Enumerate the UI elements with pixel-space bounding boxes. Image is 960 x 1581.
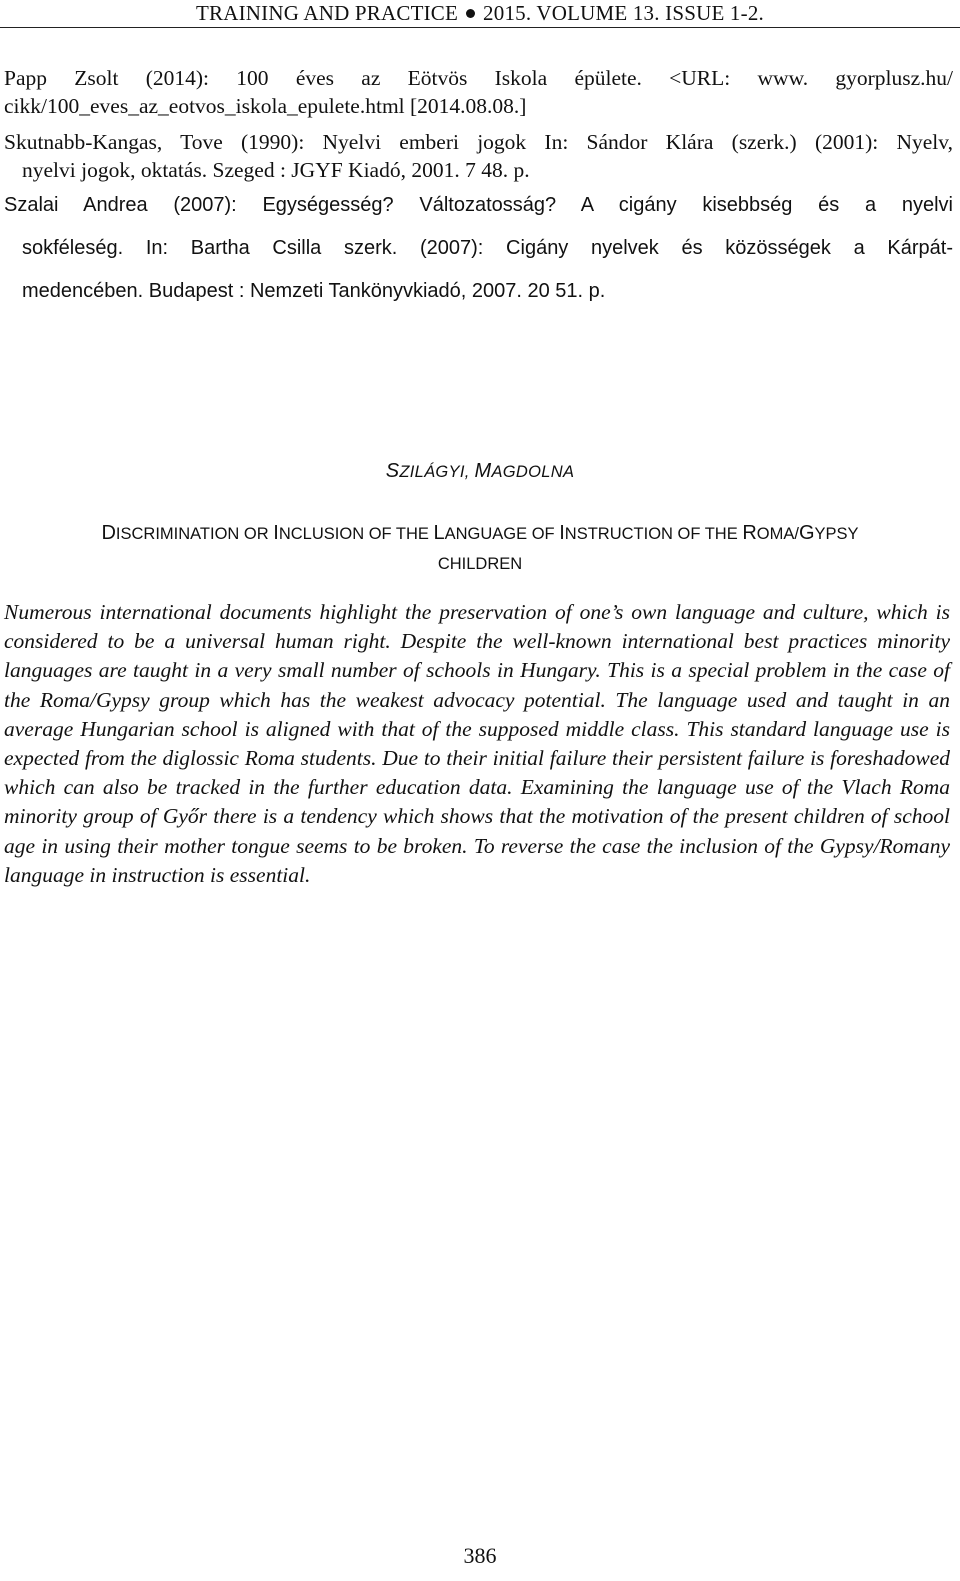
issue-info: 2015. VOLUME 13. ISSUE 1-2. [483, 1, 764, 25]
title-rest: OMA/ [756, 525, 799, 543]
reference-line: Szalai Andrea (2007): Egységesség? Változatosság? A cigány kisebbség és a nyelvi [4, 194, 953, 216]
running-head [0, 0, 960, 28]
reference-line: Skutnabb-Kangas, Tove (1990): Nyelvi emberi jogok In: Sándor Klára (szerk.) (2001): Nyelv, [4, 130, 953, 154]
journal-name: TRAINING AND PRACTICE [196, 1, 459, 25]
reference-line: Papp Zsolt (2014): 100 éves az Eötvös Iskola épülete. <URL: www. gyorplusz.hu/ [4, 66, 953, 90]
article-author [0, 460, 960, 483]
reference-entry [4, 64, 953, 120]
title-initial: L [433, 522, 445, 544]
title-initial: R [742, 522, 757, 544]
author-initial: S [385, 460, 400, 482]
title-rest: ANGUAGE OF [444, 525, 560, 543]
title-initial: D [101, 522, 116, 544]
reference-line: sokféleség. In: Bartha Csilla szerk. (2007): Cigány nyelvek és közösségek a Kárpát- [22, 237, 953, 259]
reference-line: cikk/100_eves_az_eotvos_iskola_epulete.html [2014.08.08.] [4, 94, 527, 118]
title-line [0, 518, 960, 549]
title-rest: NSTRUCTION OF THE [564, 525, 743, 543]
title-line: CHILDREN [437, 555, 523, 573]
references [4, 64, 953, 313]
author-initial: M [474, 460, 492, 482]
title-rest: ISCRIMINATION OR [115, 525, 274, 543]
title-rest: YPSY [814, 525, 859, 543]
reference-entry [4, 128, 953, 184]
author-rest: ZILÁGYI, [399, 463, 475, 481]
reference-line: nyelvi jogok, oktatás. Szeged : JGYF Kiadó, 2001. 7 48. p. [22, 158, 530, 182]
title-initial: I [273, 522, 279, 544]
reference-entry [4, 184, 953, 313]
title-rest: NCLUSION OF THE [278, 525, 434, 543]
article-title [0, 518, 960, 579]
title-initial: G [798, 522, 815, 544]
title-initial: I [559, 522, 565, 544]
abstract: Numerous international documents highlight the preservation of one’s own language and culture, which is considered to be a universal human right. Despite the well-known international best practices minority languages are taught in a very small number of schools in Hungary. This is a special problem in the case of the Roma/Gypsy group which has the weakest advocacy potential. The language used and taught in an average Hungarian school is aligned with that of the supposed middle class. This standard language use is expected from the diglossic Roma students. Due to their initial failure their persistent failure is foreshadowed which can also be tracked in the further education data. Examining the language use of the Vlach Roma minority group of Győr there is a tendency which shows that the motivation of the present children of school age in using their mother tongue seems to be broken. To reverse the case the inclusion of the Gypsy/Romany language in instruction is essential. [4, 600, 950, 887]
reference-line: medencében. Budapest : Nemzeti Tankönyvkiadó, 2007. 20 51. p. [22, 280, 606, 302]
bullet-icon [466, 9, 475, 18]
author-rest: AGDOLNA [491, 463, 575, 481]
page-number: 386 [463, 1543, 497, 1568]
